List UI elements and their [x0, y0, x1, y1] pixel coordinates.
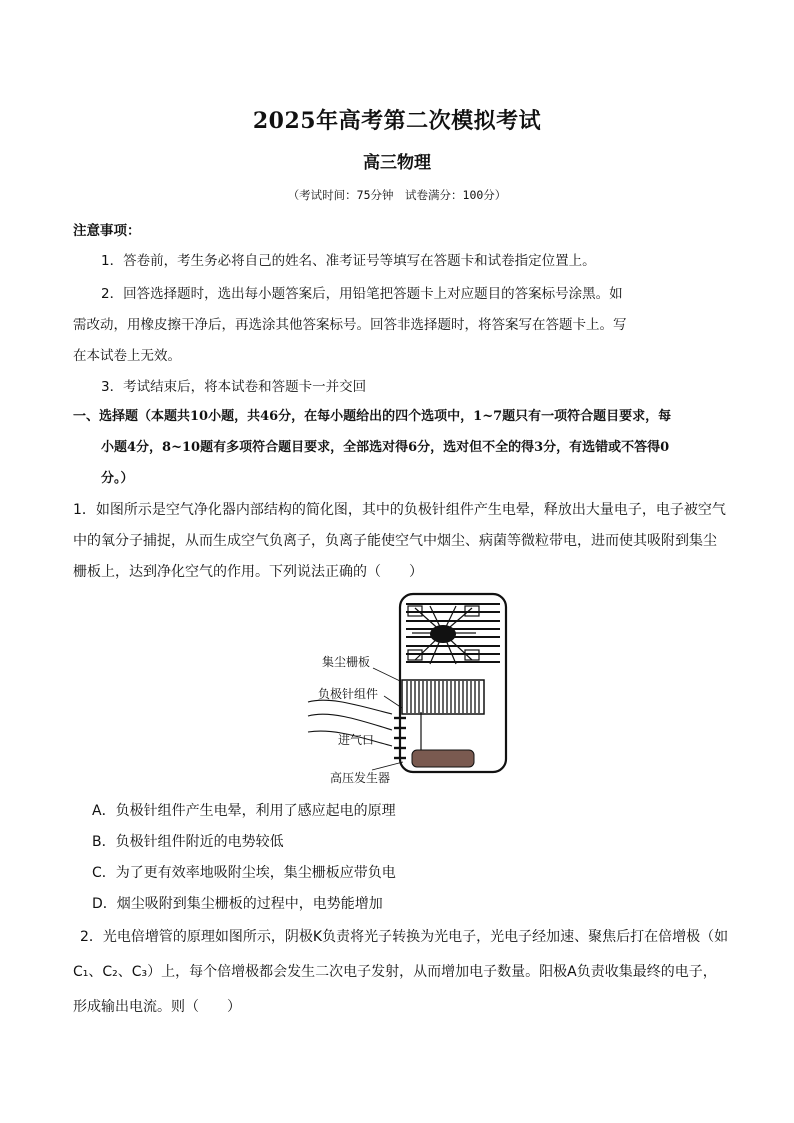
page-subtitle: 高三物理: [363, 153, 431, 173]
option-d: D．烟尘吸附到集尘栅板的过程中，电势能增加: [92, 896, 383, 912]
question-1-text: 中的氧分子捕捉，从而生成空气负离子，负离子能使空气中烟尘、病菌等微粒带电，进而使其吸附到集尘: [73, 533, 717, 549]
question-2-text: 2．光电倍增管的原理如图所示，阴极K负责将光子转换为光电子，光电子经加速、聚焦后打在倍增极（如: [80, 929, 729, 945]
note-item: 1．答卷前，考生务必将自己的姓名、准考证号等填写在答题卡和试卷指定位置上。: [101, 253, 596, 269]
fan-hub: [430, 625, 456, 643]
notes-heading: 注意事项：: [73, 223, 141, 239]
label-hv-generator: 高压发生器: [329, 771, 390, 785]
note-item: 需改动，用橡皮擦干净后，再选涂其他答案标号。回答非选择题时，将答案写在答题卡上。写: [73, 317, 627, 333]
note-item: 在本试卷上无效。: [73, 348, 181, 364]
note-item: 2．回答选择题时，选出每小题答案后，用铅笔把答题卡上对应题目的答案标号涂黑。如: [101, 286, 623, 302]
option-a: A．负极针组件产生电晕，利用了感应起电的原理: [92, 803, 396, 819]
note-item: 3．考试结束后，将本试卷和答题卡一并交回: [101, 379, 367, 395]
exam-info: （考试时间：75分钟 试卷满分：100分）: [287, 188, 507, 202]
question-1-text: 1．如图所示是空气净化器内部结构的简化图，其中的负极针组件产生电晕，释放出大量电子，电子被空气: [73, 502, 726, 518]
question-2-text: C₁、C₂、C₃）上，每个倍增极都会发生二次电子发射，从而增加电子数量。阳极A负责收集最终的电子，: [73, 964, 717, 980]
section-heading-line: 分。）: [101, 471, 134, 486]
high-voltage-generator: [412, 750, 474, 767]
air-purifier-figure: [290, 588, 520, 788]
label-dust-grid: 集尘栅板: [321, 655, 370, 669]
question-2-text: 形成输出电流。则（ ）: [73, 999, 241, 1015]
label-negative-needle: 负极针组件: [317, 687, 378, 701]
option-b: B．负极针组件附近的电势较低: [92, 834, 284, 850]
section-heading: 一、选择题（本题共10小题，共46分，在每小题给出的四个选项中，1~7题只有一项符合题目要求，每: [73, 409, 672, 424]
page-title: 2025年高考第二次模拟考试: [252, 108, 542, 134]
question-1-text: 栅板上，达到净化空气的作用。下列说法正确的（ ）: [73, 564, 423, 580]
label-air-inlet: 进气口: [338, 733, 375, 747]
section-heading-line: 小题4分，8~10题有多项符合题目要求，全部选对得6分，选对但不全的得3分，有选错或不答得0: [101, 440, 670, 455]
option-c: C．为了更有效率地吸附尘埃，集尘栅板应带负电: [92, 865, 396, 881]
